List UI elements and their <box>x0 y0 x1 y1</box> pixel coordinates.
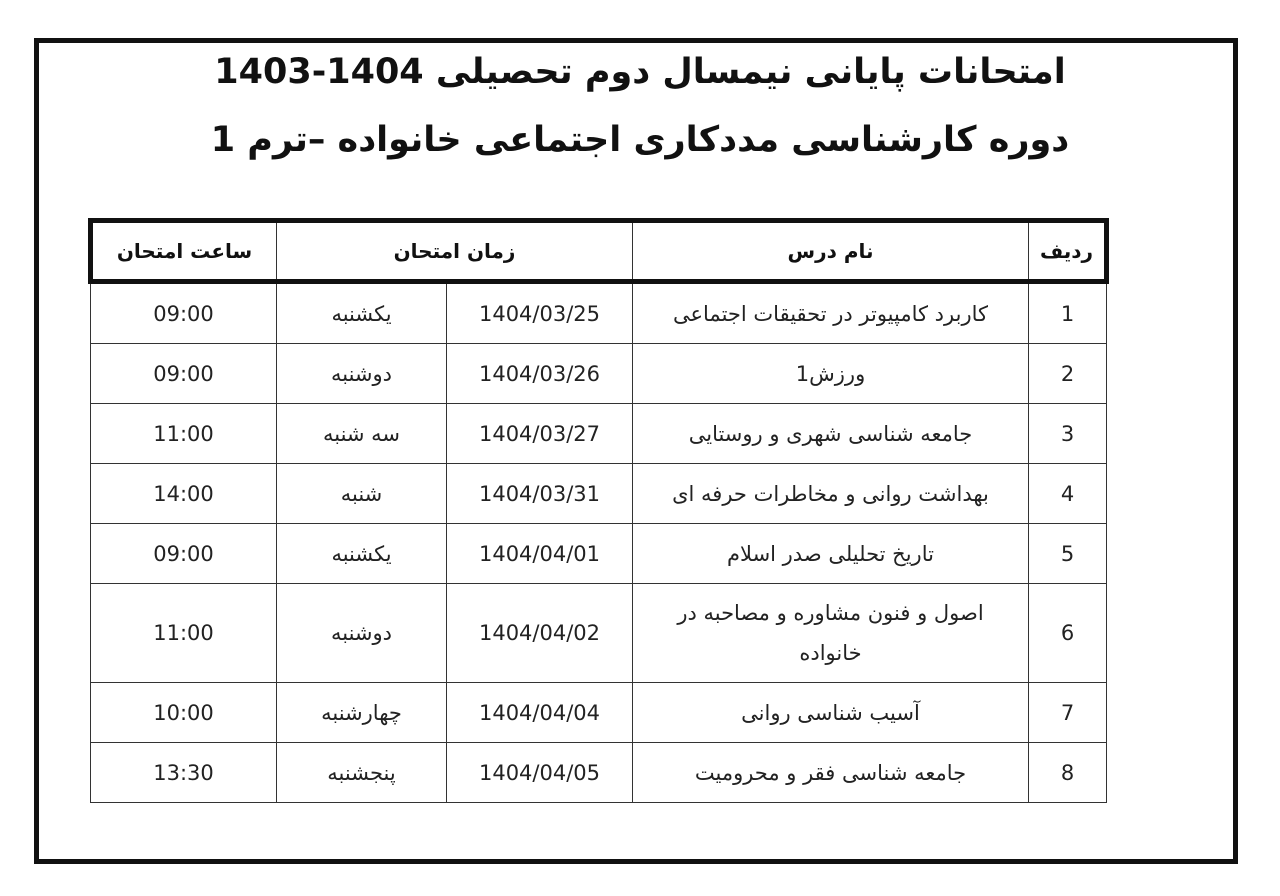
course-name: آسیب شناسی روانی <box>633 683 1029 743</box>
header-exam-hour: ساعت امتحان <box>91 221 277 282</box>
table-row <box>91 743 1107 803</box>
exam-day: دوشنبه <box>277 344 447 404</box>
page-subtitle: دوره کارشناسی مددکاری اجتماعی خانواده –ترم 1 <box>210 120 1070 160</box>
table-header-row <box>91 221 1107 282</box>
row-number: 5 <box>1029 524 1107 584</box>
course-name: کاربرد کامپیوتر در تحقیقات اجتماعی <box>633 282 1029 344</box>
exam-date: 1404/04/01 <box>447 524 633 584</box>
course-name: جامعه شناسی شهری و روستایی <box>633 404 1029 464</box>
exam-time: 09:00 <box>91 344 277 404</box>
table-row <box>91 584 1107 683</box>
exam-time: 11:00 <box>91 404 277 464</box>
exam-day: یکشنبه <box>277 524 447 584</box>
exam-day: دوشنبه <box>277 584 447 683</box>
row-number: 2 <box>1029 344 1107 404</box>
exam-date: 1404/04/02 <box>447 584 633 683</box>
exam-date: 1404/03/25 <box>447 282 633 344</box>
document-header <box>0 52 1280 160</box>
table-row <box>91 404 1107 464</box>
exam-time: 13:30 <box>91 743 277 803</box>
exam-time: 14:00 <box>91 464 277 524</box>
exam-date: 1404/04/04 <box>447 683 633 743</box>
course-name: اصول و فنون مشاوره و مصاحبه در خانواده <box>633 584 1029 683</box>
course-name: بهداشت روانی و مخاطرات حرفه ای <box>633 464 1029 524</box>
exam-time: 09:00 <box>91 524 277 584</box>
exam-time: 09:00 <box>91 282 277 344</box>
header-row-number: ردیف <box>1029 221 1107 282</box>
exam-time: 11:00 <box>91 584 277 683</box>
page-title: امتحانات پایانی نیمسال دوم تحصیلی 1404-1403 <box>214 52 1066 92</box>
row-number: 8 <box>1029 743 1107 803</box>
table-row <box>91 683 1107 743</box>
header-course-name: نام درس <box>633 221 1029 282</box>
exam-schedule-table <box>88 218 1109 803</box>
row-number: 4 <box>1029 464 1107 524</box>
row-number: 7 <box>1029 683 1107 743</box>
exam-day: پنجشنبه <box>277 743 447 803</box>
table-row <box>91 282 1107 344</box>
exam-date: 1404/03/31 <box>447 464 633 524</box>
row-number: 3 <box>1029 404 1107 464</box>
header-exam-date-time: زمان امتحان <box>277 221 633 282</box>
exam-time: 10:00 <box>91 683 277 743</box>
course-name: تاریخ تحلیلی صدر اسلام <box>633 524 1029 584</box>
exam-day: یکشنبه <box>277 282 447 344</box>
table-row <box>91 524 1107 584</box>
course-name: ورزش1 <box>633 344 1029 404</box>
exam-day: سه شنبه <box>277 404 447 464</box>
table-row <box>91 464 1107 524</box>
exam-day: شنبه <box>277 464 447 524</box>
table-row <box>91 344 1107 404</box>
exam-date: 1404/04/05 <box>447 743 633 803</box>
course-name: جامعه شناسی فقر و محرومیت <box>633 743 1029 803</box>
exam-date: 1404/03/27 <box>447 404 633 464</box>
exam-day: چهارشنبه <box>277 683 447 743</box>
row-number: 1 <box>1029 282 1107 344</box>
row-number: 6 <box>1029 584 1107 683</box>
exam-date: 1404/03/26 <box>447 344 633 404</box>
